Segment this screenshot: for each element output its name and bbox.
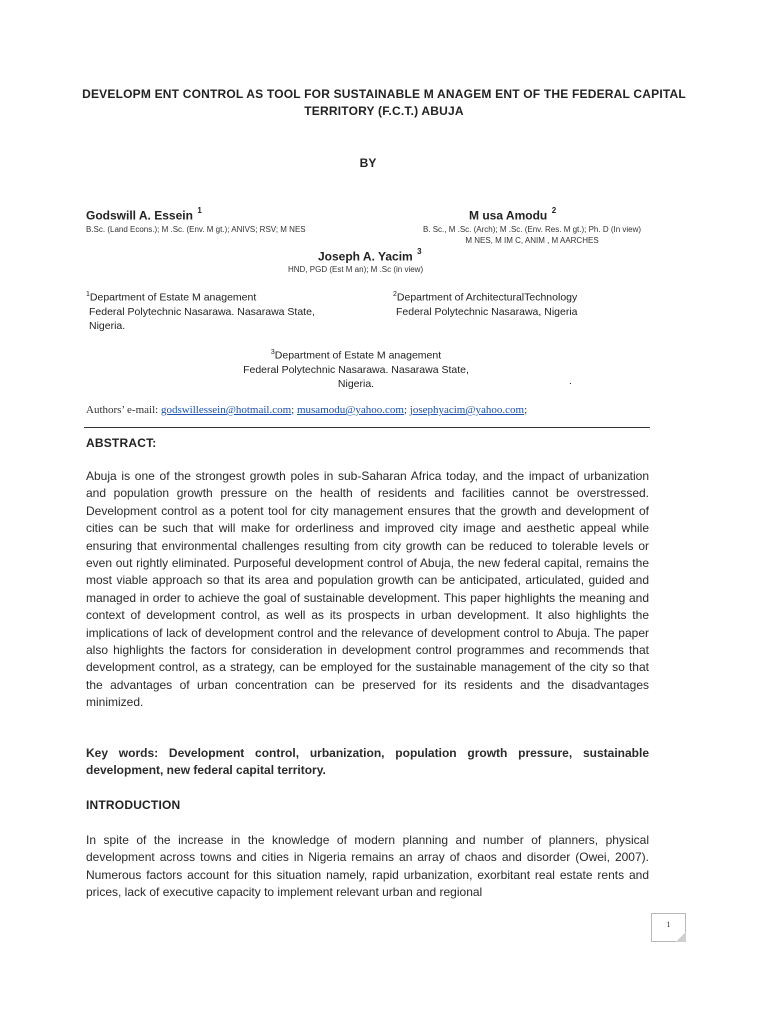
affiliation-1-sup: 1	[86, 291, 90, 298]
author-3-name: Joseph A. Yacim	[318, 249, 413, 264]
author-3-credentials: HND, PGD (Est M an); M .Sc (in view)	[288, 265, 424, 274]
email-link-1[interactable]: godswillessein@hotmail.com	[160, 404, 292, 416]
author-3	[318, 247, 422, 265]
email-link-3[interactable]: josephyacim@yahoo.com	[409, 404, 525, 416]
introduction-text: In spite of the increase in the knowledge of modern planning and number of planners, physical development across towns and cities in Nigeria remains an array of chaos and disorder (Owei, 2007). Numerous factors account for this situation namely, rapid urbanization, exorbitant real estate rents and prices, lack of executive capacity to implement relevant urban and regional	[86, 833, 649, 900]
keywords: Key words: Development control, urbanization, population growth pressure, sustainable development, new federal capital territory.	[86, 746, 649, 778]
section-divider	[84, 427, 650, 428]
email-label: Authors’ e-mail:	[86, 404, 159, 416]
affiliation-2-line-1: Department of ArchitecturalTechnology	[396, 291, 578, 304]
author-1-name: Godswill A. Essein	[86, 208, 193, 223]
affiliation-1-line-2: Federal Polytechnic Nasarawa. Nasarawa State,	[89, 305, 315, 318]
affiliation-1	[86, 288, 315, 333]
author-1-credentials: B.Sc. (Land Econs.); M .Sc. (Env. M gt.); ANIVS; RSV; M NES	[86, 225, 306, 234]
author-2-credentials	[402, 224, 662, 246]
affiliation-1-line-1: Department of Estate M anagement	[89, 291, 257, 304]
by-label: BY	[359, 156, 377, 170]
abstract-heading: ABSTRACT:	[86, 436, 157, 450]
author-2-credentials-line-2: M NES, M IM C, ANIM , M AARCHES	[465, 236, 599, 245]
affiliation-3-line-1: Department of Estate M anagement	[274, 349, 442, 362]
author-1	[86, 206, 202, 224]
affiliation-2-sup: 2	[393, 291, 397, 298]
affiliation-3-trailing-dot: .	[569, 375, 572, 387]
affiliation-3-line-2: Federal Polytechnic Nasarawa. Nasarawa State,	[243, 363, 469, 376]
affiliation-3-line-3: Nigeria.	[337, 377, 375, 390]
email-separator-2: ;	[403, 404, 408, 416]
author-emails	[86, 404, 527, 416]
page-curl-icon	[676, 932, 686, 942]
introduction-heading: INTRODUCTION	[86, 798, 181, 812]
email-link-2[interactable]: musamodu@yahoo.com	[296, 404, 404, 416]
author-2	[469, 206, 556, 224]
affiliation-1-line-3: Nigeria.	[89, 319, 126, 332]
affiliation-2-line-2: Federal Polytechnic Nasarawa, Nigeria	[396, 305, 578, 318]
affiliation-3	[200, 346, 512, 391]
author-2-name: M usa Amodu	[469, 208, 548, 223]
paper-title: DEVELOPM ENT CONTROL AS TOOL FOR SUSTAINABLE M ANAGEM ENT OF THE FEDERAL CAPITAL TERRITORY (F.C.T.) ABUJA	[82, 87, 686, 118]
author-2-sup: 2	[551, 206, 557, 215]
author-2-credentials-line-1: B. Sc., M .Sc. (Arch); M .Sc. (Env. Res. M gt.); Ph. D (In view)	[422, 225, 642, 234]
email-separator-1: ;	[291, 404, 295, 416]
page-number-box	[651, 913, 686, 942]
abstract-text: Abuja is one of the strongest growth poles in sub-Saharan Africa today, and the impact of urbanization and population growth pressure on the health of residents and facilities cannot be overstressed. Development control as a potent tool for city management ensures that the growth and development of cities can be such that will make for orderliness and improved city image and aesthetic appeal while ensuring that environmental challenges resulting from city growth can be reduced to tolerable levels or even out rightly eliminated. Purposeful development control of Abuja, the new federal capital, remains the most viable approach so that its area and population growth can be anticipated, articulated, guided and managed in order to achieve the goal of sustainable development. This paper highlights the meaning and context of development control, as well as its prospects in urban development. It also highlights the implications of lack of development control and the relevance of development control to Abuja. The paper also highlights the factors for consideration in development control programmes and recommends that development control, as a strategy, can be employed for the sustainable management of the city so that the advantages of urban concentration can be preserved for its residents and the disadvantages minimized.	[86, 469, 649, 710]
author-1-sup: 1	[197, 206, 202, 215]
author-3-sup: 3	[417, 247, 422, 256]
email-separator-3: ;	[524, 404, 528, 416]
page-number: 1	[666, 920, 671, 929]
affiliation-2	[393, 288, 578, 319]
affiliation-3-sup: 3	[270, 349, 275, 356]
